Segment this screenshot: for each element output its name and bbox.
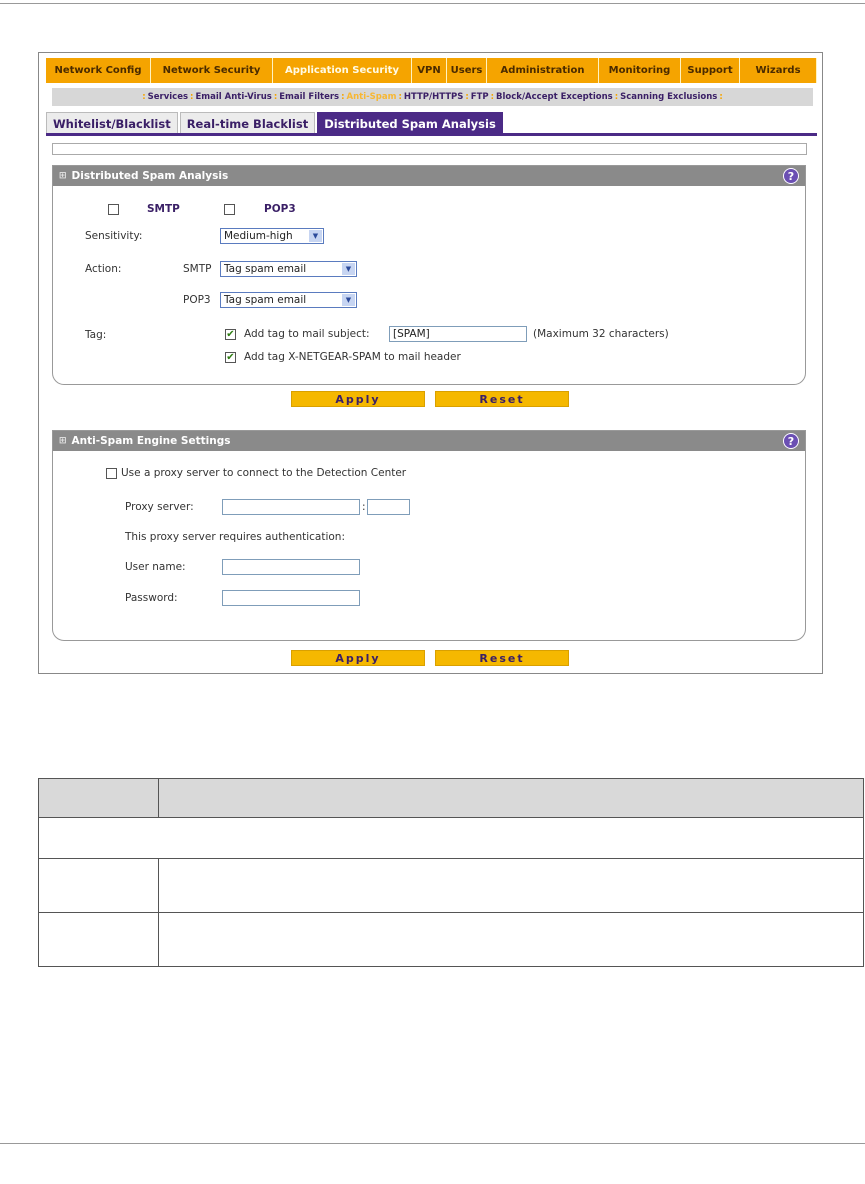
tag-label: Tag:: [85, 329, 107, 341]
tab-underline: [46, 133, 817, 136]
smtp-checkbox[interactable]: [108, 204, 119, 215]
password-label: Password:: [125, 592, 178, 604]
table-row: [39, 859, 864, 913]
subnav-item-ftp[interactable]: FTP: [470, 92, 489, 102]
description-table: [38, 778, 864, 967]
use-proxy-checkbox[interactable]: [106, 468, 117, 479]
action-smtp-value: Tag spam email: [224, 263, 307, 275]
table-header-row: [39, 779, 864, 818]
tab-whitelist-blacklist[interactable]: Whitelist/Blacklist: [46, 112, 178, 134]
username-label: User name:: [125, 561, 186, 573]
grip-icon: ⊞: [59, 171, 67, 181]
subnav-item-block-accept-exceptions[interactable]: Block/Accept Exceptions: [496, 92, 613, 102]
action-pop3-value: Tag spam email: [224, 294, 307, 306]
apply-button[interactable]: Apply: [291, 391, 425, 407]
tab-distributed-spam-analysis[interactable]: Distributed Spam Analysis: [317, 112, 503, 134]
nav-item-administration[interactable]: Administration: [487, 58, 599, 83]
engine-panel-header: [53, 431, 805, 451]
engine-panel: [52, 430, 806, 641]
main-nav: [46, 58, 817, 83]
grip-icon: ⊞: [59, 436, 67, 446]
chevron-down-icon: ▼: [309, 230, 322, 242]
tag-header-label: Add tag X-NETGEAR-SPAM to mail header: [244, 351, 461, 363]
pop3-label: POP3: [264, 203, 296, 215]
pop3-checkbox[interactable]: [224, 204, 235, 215]
tag-subject-checkbox[interactable]: ✔: [226, 329, 235, 340]
username-input[interactable]: [222, 559, 360, 575]
table-row: [39, 818, 864, 859]
subnav-separator: :: [190, 92, 194, 102]
subnav-separator: :: [719, 92, 723, 102]
nav-item-application-security[interactable]: Application Security: [273, 58, 412, 83]
table-header-cell: [159, 779, 864, 818]
nav-item-users[interactable]: Users: [447, 58, 487, 83]
action-smtp-select[interactable]: [220, 261, 357, 277]
subnav-item-http-https[interactable]: HTTP/HTTPS: [403, 92, 464, 102]
table-cell: [39, 818, 864, 859]
tab-bar: [46, 112, 503, 134]
subnav-separator: :: [142, 92, 146, 102]
nav-item-wizards[interactable]: Wizards: [740, 58, 817, 83]
sensitivity-label: Sensitivity:: [85, 230, 143, 242]
table-cell: [39, 913, 159, 967]
help-icon[interactable]: ?: [783, 433, 799, 449]
subnav-item-email-anti-virus[interactable]: Email Anti-Virus: [195, 92, 272, 102]
table-cell: [39, 859, 159, 913]
nav-item-network-config[interactable]: Network Config: [46, 58, 151, 83]
table-row: [39, 913, 864, 967]
password-input[interactable]: [222, 590, 360, 606]
screenshot-frame: [38, 52, 823, 674]
subnav-separator: :: [490, 92, 495, 102]
subnav-separator: :: [341, 92, 345, 102]
action-smtp-label: SMTP: [183, 263, 212, 275]
chevron-down-icon: ▼: [342, 263, 355, 275]
tab-real-time-blacklist[interactable]: Real-time Blacklist: [180, 112, 316, 134]
proxy-port-input[interactable]: [367, 499, 410, 515]
tag-header-checkbox[interactable]: ✔: [226, 352, 235, 363]
bottom-rule: [0, 1143, 865, 1144]
chevron-down-icon: ▼: [342, 294, 355, 306]
use-proxy-label: Use a proxy server to connect to the Detection Center: [121, 467, 407, 479]
sensitivity-select[interactable]: [220, 228, 324, 244]
proxy-server-label: Proxy server:: [125, 501, 194, 513]
dsa-panel-title: Distributed Spam Analysis: [71, 170, 229, 182]
action-pop3-select[interactable]: [220, 292, 357, 308]
subnav-item-services[interactable]: Services: [147, 92, 189, 102]
subnav-separator: :: [273, 92, 278, 102]
nav-item-monitoring[interactable]: Monitoring: [599, 58, 681, 83]
subnav-item-scanning-exclusions[interactable]: Scanning Exclusions: [620, 92, 718, 102]
nav-item-vpn[interactable]: VPN: [412, 58, 447, 83]
proxy-server-input[interactable]: [222, 499, 360, 515]
apply-button[interactable]: Apply: [291, 650, 425, 666]
subnav-separator: :: [614, 92, 619, 102]
sub-nav: [52, 88, 813, 106]
auth-note: This proxy server requires authentication:: [125, 531, 345, 543]
help-icon[interactable]: ?: [783, 168, 799, 184]
engine-panel-title: Anti-Spam Engine Settings: [71, 435, 231, 447]
dsa-panel: [52, 165, 806, 385]
message-bar: [52, 143, 807, 155]
table-cell: [159, 859, 864, 913]
dsa-panel-header: [53, 166, 805, 186]
tag-max-note: (Maximum 32 characters): [533, 328, 669, 340]
action-pop3-label: POP3: [183, 294, 211, 306]
table-cell: [159, 913, 864, 967]
top-rule: [0, 3, 865, 4]
action-label: Action:: [85, 263, 122, 275]
subnav-separator: :: [398, 92, 402, 102]
port-separator: :: [362, 501, 366, 513]
smtp-label: SMTP: [147, 203, 180, 215]
subnav-item-email-filters[interactable]: Email Filters: [279, 92, 340, 102]
sensitivity-value: Medium-high: [224, 230, 293, 242]
table-header-cell: [39, 779, 159, 818]
subnav-item-anti-spam[interactable]: Anti-Spam: [346, 92, 397, 102]
reset-button[interactable]: Reset: [435, 650, 569, 666]
subnav-separator: :: [465, 92, 469, 102]
nav-item-support[interactable]: Support: [681, 58, 740, 83]
reset-button[interactable]: Reset: [435, 391, 569, 407]
nav-item-network-security[interactable]: Network Security: [151, 58, 273, 83]
tag-subject-input[interactable]: [SPAM]: [389, 326, 527, 342]
tag-subject-label: Add tag to mail subject:: [244, 328, 370, 340]
